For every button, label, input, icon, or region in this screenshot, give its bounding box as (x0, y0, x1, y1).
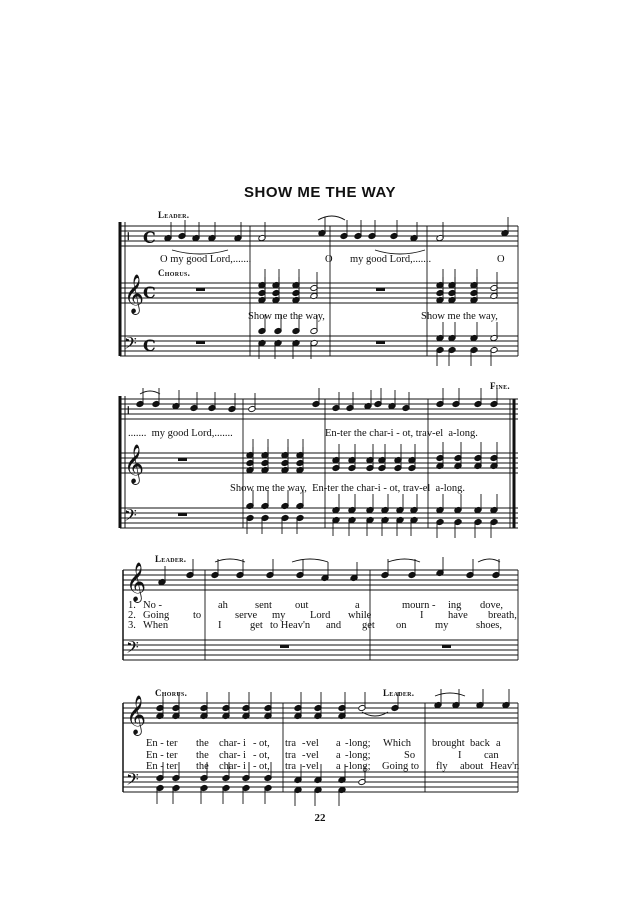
fine-label: Fine. (490, 381, 510, 391)
verse-word: to Heav'n (270, 620, 311, 631)
svg-text:C: C (143, 228, 156, 247)
chorus-word: can (484, 750, 499, 761)
lyric-s2-leader-1: ....... my good Lord,....... (128, 428, 233, 439)
lyric-s1-leader-4: O (497, 254, 505, 265)
chorus-word: long; (349, 761, 371, 772)
leader-label-4: Leader. (383, 688, 415, 698)
chorus-word: ot, (259, 750, 270, 761)
system-1-bass-staff (120, 336, 518, 356)
chorus-word: vel (306, 761, 319, 772)
verse-word: Lord (310, 610, 331, 621)
chorus-word: back (470, 738, 490, 749)
verse-word: to (193, 610, 202, 621)
chorus-word: i (243, 738, 246, 749)
svg-text:𝄞: 𝄞 (124, 444, 145, 484)
chorus-word: brought (432, 738, 465, 749)
verse-word: a (355, 600, 360, 611)
chorus-word: - (302, 750, 306, 761)
verse-word: ing (448, 600, 462, 611)
leader-label-3: Leader. (155, 554, 187, 564)
verse-word: while (348, 610, 372, 621)
lyric-s1-chorus-2: Show me the way, (421, 311, 498, 322)
verse-word: my (272, 610, 286, 621)
chorus-word: i (243, 750, 246, 761)
svg-text:𝄢: 𝄢 (124, 333, 137, 357)
chorus-word: Going to (382, 761, 420, 772)
chorus-word: En - ter (146, 750, 178, 761)
leader-label: Leader. (158, 210, 190, 220)
verse-word: get (250, 620, 263, 631)
svg-text:𝄢: 𝄢 (126, 769, 139, 793)
chorus-word: - (345, 761, 349, 772)
svg-text:𝄞: 𝄞 (124, 274, 145, 314)
lyric-s2-leader-2: En-ter the char-i - ot, trav-el a-long. (325, 428, 478, 439)
chorus-word: So (404, 750, 416, 761)
chorus-word: the (196, 738, 209, 749)
system-3-bass-staff (123, 640, 518, 660)
verse-word: No - (143, 600, 162, 611)
chorus-word: En - ter (146, 738, 178, 749)
verse-word: serve (235, 610, 258, 621)
chorus-word: char (219, 738, 238, 749)
svg-text:𝄞: 𝄞 (126, 695, 147, 735)
chorus-word: - (237, 750, 241, 761)
chorus-word: vel (306, 738, 319, 749)
chorus-word: Which (383, 738, 411, 749)
chorus-label: Chorus. (158, 268, 191, 278)
system-3-leader-staff (123, 570, 518, 590)
chorus-word: the (196, 761, 209, 772)
lyric-s1-chorus-1: Show me the way, (248, 311, 325, 322)
verse-word: on (396, 620, 407, 631)
chorus-word: tra (285, 738, 297, 749)
lyric-s1-leader-2: O (325, 254, 333, 265)
page-number: 22 (314, 812, 326, 824)
lyric-s2-chorus: Show me the way, En-ter the char-i - ot, trav-el a-long. (230, 483, 465, 494)
chorus-word: tra (285, 761, 297, 772)
verse-word: have (448, 610, 468, 621)
verse-word: mourn - (402, 600, 436, 611)
lyric-s1-leader-3: my good Lord,....... (350, 254, 432, 265)
chorus-word: a (336, 738, 341, 749)
chorus-word: - (345, 750, 349, 761)
chorus-word: i (243, 761, 246, 772)
svg-text:𝄢: 𝄢 (126, 637, 139, 661)
chorus-word: the (196, 750, 209, 761)
verse-number: 2. (128, 610, 136, 621)
svg-text:𝄅: 𝄅 (128, 227, 129, 248)
chorus-word: - (237, 761, 241, 772)
chorus-word: - (237, 738, 241, 749)
chorus-word: char (219, 750, 238, 761)
chorus-word: - (253, 750, 257, 761)
chorus-word: - (302, 761, 306, 772)
verse-word: shoes, (476, 620, 502, 631)
chorus-word: Heav'n (490, 761, 520, 772)
verse-word: sent (255, 600, 272, 611)
verse-number: 1. (128, 600, 136, 611)
song-title: SHOW ME THE WAY (244, 184, 396, 201)
chorus-word: long; (349, 738, 371, 749)
verse-word: breath, (488, 610, 517, 621)
svg-text:𝄅: 𝄅 (128, 401, 129, 422)
chorus-word: tra (285, 750, 297, 761)
verse-word: ah (218, 600, 228, 611)
chorus-word: En - ter (146, 761, 178, 772)
chorus-label-4: Chorus. (155, 688, 188, 698)
svg-text:C: C (143, 336, 156, 355)
chorus-word: - (253, 761, 257, 772)
svg-text:C: C (143, 283, 156, 302)
verse-word: out (295, 600, 309, 611)
verse-word: I (218, 620, 222, 631)
chorus-word: - (302, 738, 306, 749)
chorus-word: a (496, 738, 501, 749)
chorus-word: about (460, 761, 484, 772)
verse-word: I (420, 610, 424, 621)
verse-word: my (435, 620, 449, 631)
chorus-word: a (336, 761, 341, 772)
verse-word: get (362, 620, 375, 631)
svg-text:𝄞: 𝄞 (126, 562, 147, 602)
chorus-word: char (219, 761, 238, 772)
svg-text:𝄢: 𝄢 (124, 505, 137, 529)
chorus-word: fly (436, 761, 448, 772)
chorus-word: - (345, 738, 349, 749)
verse-number: 3. (128, 620, 136, 631)
chorus-word: ot, (259, 738, 270, 749)
chorus-word: ot, (259, 761, 270, 772)
verse-word: When (143, 620, 169, 631)
verse-word: dove, (480, 600, 504, 611)
verse-word: and (326, 620, 342, 631)
chorus-word: a (336, 750, 341, 761)
chorus-word: long; (349, 750, 371, 761)
chorus-word: I (458, 750, 462, 761)
chorus-word: vel (306, 750, 319, 761)
system-1-chorus-staff (120, 283, 518, 303)
lyric-s1-leader-1: O my good Lord,....... (160, 254, 252, 265)
chorus-word: - (253, 738, 257, 749)
verse-word: Going (143, 610, 170, 621)
